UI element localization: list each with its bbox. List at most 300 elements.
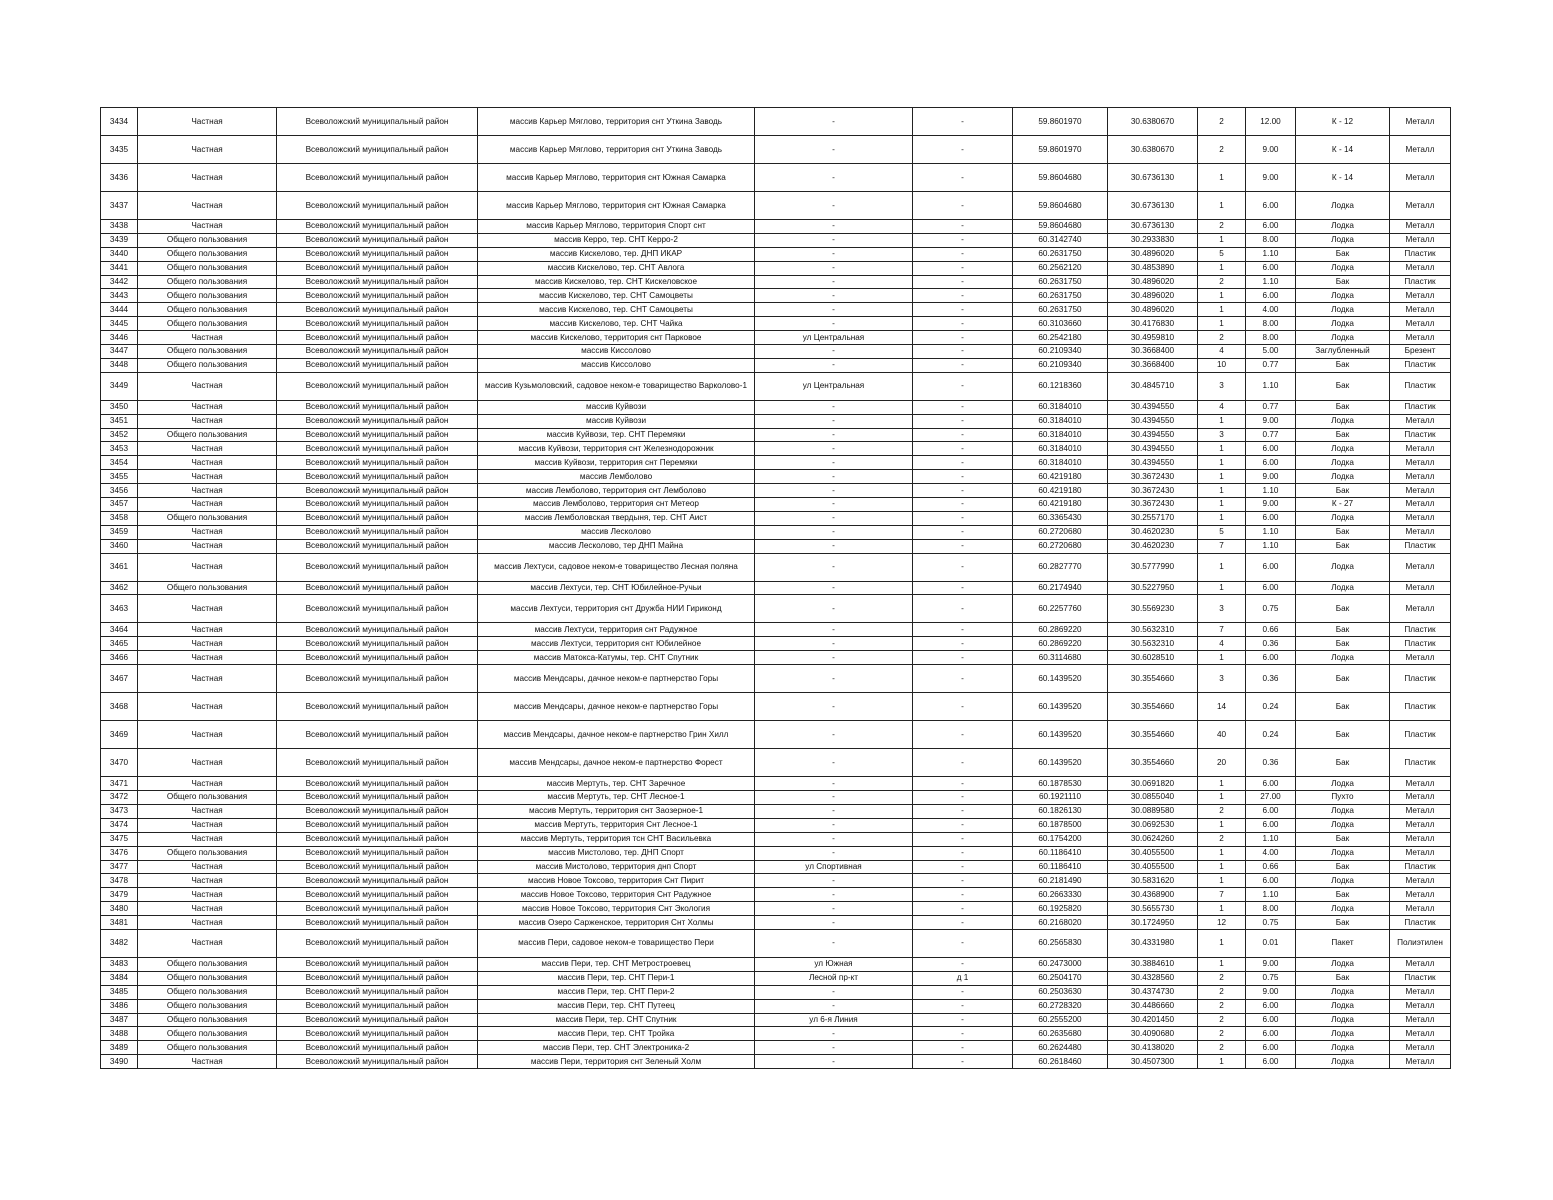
cell-house: - [913,929,1013,957]
cell-house: д 1 [913,971,1013,985]
cell-house: - [913,442,1013,456]
cell-latitude: 60.4219180 [1013,470,1108,484]
cell-container-volume: 6.00 [1246,1041,1296,1055]
cell-address-massif: массив Киссолово [478,345,755,359]
cell-latitude: 60.2827770 [1013,553,1108,581]
cell-street: - [755,1055,913,1069]
cell-container-material: Полиэтилен [1390,929,1451,957]
cell-ownership-type: Частная [138,553,277,581]
cell-district: Всеволожский муниципальный район [277,957,478,971]
cell-district: Всеволожский муниципальный район [277,693,478,721]
cell-ownership-type: Общего пользования [138,1027,277,1041]
cell-district: Всеволожский муниципальный район [277,791,478,805]
cell-address-massif: массив Мертуть, территория тсн СНТ Васильевка [478,832,755,846]
cell-container-material: Металл [1390,511,1451,525]
cell-address-massif: массив Лемболово, территория снт Метеор [478,498,755,512]
cell-street: - [755,902,913,916]
cell-row-number: 3439 [101,233,138,247]
cell-latitude: 60.3184010 [1013,442,1108,456]
cell-street: - [755,220,913,234]
cell-ownership-type: Общего пользования [138,971,277,985]
cell-street: - [755,595,913,623]
cell-street: ул Центральная [755,331,913,345]
cell-container-material: Металл [1390,595,1451,623]
cell-container-count: 1 [1198,470,1246,484]
cell-row-number: 3475 [101,832,138,846]
cell-row-number: 3460 [101,539,138,553]
cell-latitude: 60.2618460 [1013,1055,1108,1069]
cell-latitude: 60.2473000 [1013,957,1108,971]
cell-latitude: 60.3184010 [1013,428,1108,442]
cell-container-volume: 1.10 [1246,372,1296,400]
cell-district: Всеволожский муниципальный район [277,233,478,247]
cell-container-count: 2 [1198,220,1246,234]
cell-row-number: 3437 [101,192,138,220]
cell-container-type: Лодка [1296,1055,1390,1069]
table-row [101,1013,1451,1027]
cell-house: - [913,289,1013,303]
cell-container-type: Лодка [1296,303,1390,317]
cell-ownership-type: Частная [138,929,277,957]
cell-ownership-type: Частная [138,721,277,749]
cell-district: Всеволожский муниципальный район [277,511,478,525]
cell-district: Всеволожский муниципальный район [277,1027,478,1041]
cell-house: - [913,303,1013,317]
cell-district: Всеволожский муниципальный район [277,108,478,136]
cell-address-massif: массив Куйвози, тер. СНТ Перемяки [478,428,755,442]
cell-house: - [913,595,1013,623]
cell-district: Всеволожский муниципальный район [277,985,478,999]
cell-container-count: 2 [1198,985,1246,999]
cell-street: - [755,456,913,470]
cell-district: Всеволожский муниципальный район [277,749,478,777]
cell-street: - [755,665,913,693]
table-row [101,721,1451,749]
cell-container-volume: 12.00 [1246,108,1296,136]
cell-container-material: Металл [1390,999,1451,1013]
cell-row-number: 3463 [101,595,138,623]
cell-district: Всеволожский муниципальный район [277,164,478,192]
cell-longitude: 30.4394550 [1108,442,1198,456]
cell-container-material: Металл [1390,581,1451,595]
cell-house: - [913,1041,1013,1055]
cell-container-material: Металл [1390,233,1451,247]
cell-container-volume: 0.36 [1246,665,1296,693]
table-row [101,957,1451,971]
cell-container-volume: 0.36 [1246,637,1296,651]
cell-longitude: 30.0624260 [1108,832,1198,846]
cell-container-material: Пластик [1390,637,1451,651]
cell-container-material: Пластик [1390,721,1451,749]
table-row [101,846,1451,860]
cell-container-count: 2 [1198,331,1246,345]
cell-longitude: 30.4486660 [1108,999,1198,1013]
cell-container-count: 1 [1198,164,1246,192]
cell-ownership-type: Общего пользования [138,511,277,525]
cell-house: - [913,317,1013,331]
table-row [101,456,1451,470]
cell-ownership-type: Общего пользования [138,261,277,275]
cell-ownership-type: Частная [138,749,277,777]
cell-address-massif: массив Кискелово, тер. СНТ Чайка [478,317,755,331]
cell-address-massif: массив Кузьмоловский, садовое неком-е товарищество Варколово-1 [478,372,755,400]
cell-street: - [755,651,913,665]
cell-latitude: 60.1439520 [1013,693,1108,721]
cell-row-number: 3464 [101,623,138,637]
cell-longitude: 30.4374730 [1108,985,1198,999]
cell-address-massif: массив Карьер Мяглово, территория Спорт снт [478,220,755,234]
cell-row-number: 3450 [101,400,138,414]
cell-address-massif: массив Пери, тер. СНТ Электроника-2 [478,1041,755,1055]
table-row [101,470,1451,484]
cell-container-volume: 4.00 [1246,846,1296,860]
cell-district: Всеволожский муниципальный район [277,414,478,428]
cell-district: Всеволожский муниципальный район [277,916,478,930]
cell-street: - [755,442,913,456]
cell-house: - [913,818,1013,832]
cell-latitude: 60.2635680 [1013,1027,1108,1041]
table-row [101,777,1451,791]
cell-longitude: 30.4368900 [1108,888,1198,902]
cell-address-massif: массив Куйвози [478,400,755,414]
table-row [101,999,1451,1013]
cell-row-number: 3465 [101,637,138,651]
cell-district: Всеволожский муниципальный район [277,456,478,470]
cell-container-volume: 0.77 [1246,358,1296,372]
cell-street: - [755,637,913,651]
table-row [101,136,1451,164]
cell-container-type: Лодка [1296,999,1390,1013]
cell-container-volume: 1.10 [1246,539,1296,553]
cell-ownership-type: Частная [138,902,277,916]
cell-container-material: Металл [1390,442,1451,456]
cell-house: - [913,791,1013,805]
cell-container-volume: 6.00 [1246,818,1296,832]
cell-container-type: Бак [1296,428,1390,442]
cell-address-massif: массив Пери, территория снт Зеленый Холм [478,1055,755,1069]
cell-house: - [913,345,1013,359]
cell-ownership-type: Частная [138,874,277,888]
cell-row-number: 3436 [101,164,138,192]
cell-container-type: Лодка [1296,581,1390,595]
cell-container-volume: 5.00 [1246,345,1296,359]
cell-address-massif: массив Лемболово, территория снт Лемболово [478,484,755,498]
cell-container-type: Бак [1296,595,1390,623]
cell-container-volume: 8.00 [1246,317,1296,331]
cell-latitude: 60.2168020 [1013,916,1108,930]
cell-container-count: 1 [1198,317,1246,331]
table-row [101,345,1451,359]
cell-district: Всеволожский муниципальный район [277,595,478,623]
cell-longitude: 30.4959810 [1108,331,1198,345]
cell-ownership-type: Частная [138,108,277,136]
cell-container-material: Металл [1390,957,1451,971]
cell-house: - [913,511,1013,525]
cell-address-massif: массив Куйвози, территория снт Перемяки [478,456,755,470]
cell-container-volume: 6.00 [1246,1027,1296,1041]
cell-row-number: 3477 [101,860,138,874]
table-row [101,498,1451,512]
cell-container-type: Лодка [1296,261,1390,275]
cell-container-material: Пластик [1390,665,1451,693]
cell-container-type: Лодка [1296,414,1390,428]
cell-address-massif: массив Кискелово, тер. СНТ Кискеловское [478,275,755,289]
cell-ownership-type: Общего пользования [138,345,277,359]
cell-container-count: 12 [1198,916,1246,930]
cell-container-type: Лодка [1296,317,1390,331]
cell-container-volume: 8.00 [1246,331,1296,345]
cell-container-volume: 0.77 [1246,400,1296,414]
cell-street: - [755,428,913,442]
cell-address-massif: массив Мертуть, территория снт Заозерное-1 [478,804,755,818]
cell-container-count: 1 [1198,1055,1246,1069]
cell-container-count: 40 [1198,721,1246,749]
cell-house: - [913,220,1013,234]
cell-street: - [755,818,913,832]
cell-ownership-type: Общего пользования [138,985,277,999]
cell-address-massif: массив Кискелово, тер. СНТ Авлога [478,261,755,275]
cell-container-material: Металл [1390,108,1451,136]
cell-container-volume: 6.00 [1246,553,1296,581]
cell-row-number: 3461 [101,553,138,581]
cell-container-volume: 6.00 [1246,804,1296,818]
cell-address-massif: массив Лехтуси, тер. СНТ Юбилейное-Ручьи [478,581,755,595]
cell-longitude: 30.4176830 [1108,317,1198,331]
cell-address-massif: массив Озеро Сарженское, территория Снт Холмы [478,916,755,930]
cell-container-type: Лодка [1296,456,1390,470]
cell-ownership-type: Частная [138,400,277,414]
cell-street: ул Южная [755,957,913,971]
cell-container-volume: 6.00 [1246,192,1296,220]
cell-house: - [913,665,1013,693]
cell-container-count: 1 [1198,902,1246,916]
cell-container-count: 2 [1198,804,1246,818]
cell-house: - [913,874,1013,888]
cell-latitude: 60.3365430 [1013,511,1108,525]
cell-container-material: Металл [1390,874,1451,888]
cell-address-massif: массив Пери, тер. СНТ Пери-2 [478,985,755,999]
cell-house: - [913,888,1013,902]
cell-container-type: Лодка [1296,985,1390,999]
cell-container-volume: 0.77 [1246,428,1296,442]
cell-container-material: Пластик [1390,400,1451,414]
table-row [101,289,1451,303]
cell-container-volume: 9.00 [1246,414,1296,428]
cell-container-volume: 0.24 [1246,721,1296,749]
cell-address-massif: массив Пери, тер. СНТ Тройка [478,1027,755,1041]
cell-longitude: 30.6380670 [1108,136,1198,164]
cell-latitude: 60.1439520 [1013,721,1108,749]
cell-address-massif: массив Пери, тер. СНТ Метростроевец [478,957,755,971]
cell-house: - [913,400,1013,414]
cell-ownership-type: Общего пользования [138,289,277,303]
cell-street: - [755,874,913,888]
cell-house: - [913,1013,1013,1027]
cell-container-count: 1 [1198,442,1246,456]
cell-district: Всеволожский муниципальный район [277,1013,478,1027]
cell-district: Всеволожский муниципальный район [277,289,478,303]
cell-longitude: 30.6380670 [1108,108,1198,136]
cell-container-volume: 9.00 [1246,985,1296,999]
cell-district: Всеволожский муниципальный район [277,804,478,818]
cell-row-number: 3471 [101,777,138,791]
table-row [101,693,1451,721]
cell-container-volume: 6.00 [1246,651,1296,665]
cell-row-number: 3478 [101,874,138,888]
cell-latitude: 60.2503630 [1013,985,1108,999]
cell-street: - [755,791,913,805]
cell-street: - [755,303,913,317]
table-row [101,651,1451,665]
cell-ownership-type: Частная [138,539,277,553]
cell-house: - [913,233,1013,247]
cell-container-type: Лодка [1296,1041,1390,1055]
cell-house: - [913,860,1013,874]
cell-latitude: 60.2504170 [1013,971,1108,985]
table-row [101,192,1451,220]
cell-address-massif: массив Лехтуси, территория снт Юбилейное [478,637,755,651]
cell-row-number: 3488 [101,1027,138,1041]
cell-street: - [755,345,913,359]
cell-longitude: 30.4620230 [1108,525,1198,539]
cell-container-type: Бак [1296,749,1390,777]
cell-container-volume: 6.00 [1246,874,1296,888]
table-row [101,929,1451,957]
table-row [101,553,1451,581]
cell-container-count: 2 [1198,1013,1246,1027]
cell-longitude: 30.4394550 [1108,400,1198,414]
cell-district: Всеволожский муниципальный район [277,777,478,791]
cell-latitude: 60.2257760 [1013,595,1108,623]
cell-ownership-type: Частная [138,136,277,164]
cell-address-massif: массив Керро, тер. СНТ Керро-2 [478,233,755,247]
cell-container-type: Бак [1296,637,1390,651]
cell-row-number: 3480 [101,902,138,916]
cell-street: - [755,623,913,637]
cell-container-type: Лодка [1296,651,1390,665]
cell-container-count: 3 [1198,665,1246,693]
cell-house: - [913,136,1013,164]
cell-container-type: Бак [1296,693,1390,721]
cell-latitude: 60.2728320 [1013,999,1108,1013]
cell-container-material: Металл [1390,832,1451,846]
cell-container-type: К - 14 [1296,136,1390,164]
cell-district: Всеволожский муниципальный район [277,317,478,331]
cell-latitude: 60.1878500 [1013,818,1108,832]
cell-street: - [755,484,913,498]
cell-container-count: 2 [1198,832,1246,846]
cell-container-material: Пластик [1390,428,1451,442]
cell-row-number: 3467 [101,665,138,693]
cell-address-massif: массив Новое Токсово, территория Снт Экология [478,902,755,916]
cell-district: Всеволожский муниципальный район [277,220,478,234]
cell-district: Всеволожский муниципальный район [277,428,478,442]
cell-ownership-type: Частная [138,192,277,220]
cell-ownership-type: Частная [138,331,277,345]
cell-row-number: 3468 [101,693,138,721]
cell-container-type: Лодка [1296,1013,1390,1027]
cell-house: - [913,275,1013,289]
cell-latitude: 60.2562120 [1013,261,1108,275]
cell-latitude: 60.1218360 [1013,372,1108,400]
cell-longitude: 30.5831620 [1108,874,1198,888]
cell-ownership-type: Частная [138,498,277,512]
cell-container-volume: 6.00 [1246,442,1296,456]
cell-district: Всеволожский муниципальный район [277,721,478,749]
cell-ownership-type: Частная [138,888,277,902]
cell-address-massif: массив Лемболовская твердыня, тер. СНТ Аист [478,511,755,525]
cell-longitude: 30.3554660 [1108,693,1198,721]
cell-container-material: Металл [1390,651,1451,665]
cell-ownership-type: Частная [138,456,277,470]
cell-container-type: Лодка [1296,818,1390,832]
cell-ownership-type: Общего пользования [138,1013,277,1027]
table-row [101,1055,1451,1069]
cell-longitude: 30.4201450 [1108,1013,1198,1027]
cell-street: - [755,108,913,136]
cell-ownership-type: Общего пользования [138,275,277,289]
cell-address-massif: массив Новое Токсово, территория Снт Радужное [478,888,755,902]
cell-ownership-type: Общего пользования [138,358,277,372]
cell-container-count: 1 [1198,261,1246,275]
cell-longitude: 30.4896020 [1108,303,1198,317]
cell-container-type: К - 27 [1296,498,1390,512]
cell-container-volume: 8.00 [1246,902,1296,916]
cell-district: Всеволожский муниципальный район [277,818,478,832]
cell-district: Всеволожский муниципальный район [277,136,478,164]
cell-container-type: К - 12 [1296,108,1390,136]
cell-ownership-type: Общего пользования [138,1041,277,1055]
cell-container-type: Бак [1296,665,1390,693]
cell-latitude: 60.1439520 [1013,749,1108,777]
table-row [101,818,1451,832]
cell-street: - [755,1027,913,1041]
cell-container-volume: 1.10 [1246,525,1296,539]
cell-house: - [913,749,1013,777]
cell-longitude: 30.5655730 [1108,902,1198,916]
cell-container-material: Металл [1390,1013,1451,1027]
cell-latitude: 60.2109340 [1013,358,1108,372]
cell-latitude: 60.3142740 [1013,233,1108,247]
cell-street: - [755,470,913,484]
cell-container-material: Брезент [1390,345,1451,359]
cell-address-massif: массив Карьер Мяглово, территория снт Уткина Заводь [478,108,755,136]
cell-latitude: 60.4219180 [1013,484,1108,498]
cell-container-count: 1 [1198,414,1246,428]
cell-ownership-type: Частная [138,470,277,484]
cell-container-count: 5 [1198,525,1246,539]
table-row [101,511,1451,525]
cell-ownership-type: Частная [138,164,277,192]
cell-longitude: 30.3554660 [1108,749,1198,777]
cell-house: - [913,525,1013,539]
table-body [101,108,1451,1069]
cell-street: - [755,358,913,372]
cell-row-number: 3443 [101,289,138,303]
cell-container-count: 2 [1198,971,1246,985]
cell-container-material: Пластик [1390,372,1451,400]
cell-house: - [913,902,1013,916]
cell-latitude: 60.2663330 [1013,888,1108,902]
cell-district: Всеволожский муниципальный район [277,665,478,693]
cell-house: - [913,539,1013,553]
cell-container-type: Лодка [1296,331,1390,345]
cell-street: - [755,498,913,512]
cell-district: Всеволожский муниципальный район [277,331,478,345]
table-row [101,525,1451,539]
cell-ownership-type: Общего пользования [138,247,277,261]
cell-container-count: 1 [1198,553,1246,581]
